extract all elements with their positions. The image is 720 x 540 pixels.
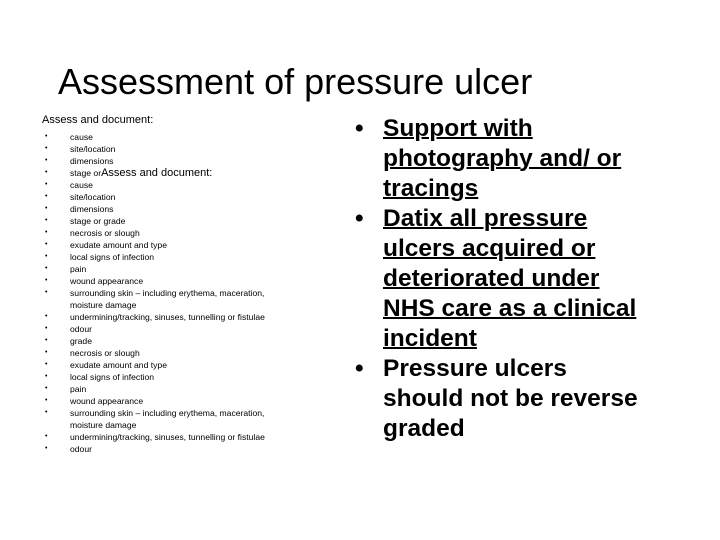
- key-point-datix: [353, 204, 653, 354]
- bullet-icon: •: [45, 169, 48, 176]
- bullet-icon: •: [45, 313, 48, 320]
- list-item: • necrosis or slough: [45, 348, 140, 358]
- bullet-icon: •: [45, 445, 48, 452]
- bullet-icon: •: [45, 373, 48, 380]
- key-points-list: [353, 114, 653, 444]
- list-item: • exudate amount and type: [45, 240, 167, 250]
- key-point-text: Support with photography and/ or tracings: [383, 115, 622, 202]
- list-item: • dimensions: [45, 156, 114, 166]
- list-item: • stage or grade: [45, 216, 126, 226]
- bullet-icon: •: [45, 133, 48, 140]
- bullet-icon: •: [45, 229, 48, 236]
- bullet-icon: •: [45, 277, 48, 284]
- list-item: • undermining/tracking, sinuses, tunnelling or fistulae: [45, 312, 265, 322]
- right-column: [353, 114, 653, 444]
- bullet-icon: •: [45, 337, 48, 344]
- list-item: • local signs of infection: [45, 372, 155, 382]
- key-point-text: Datix all pressure ulcers acquired or deteriorated under NHS care as a clinical incident: [383, 205, 637, 352]
- bullet-icon: •: [45, 433, 48, 440]
- bullet-icon: •: [45, 253, 48, 260]
- list-item: • pain: [45, 264, 87, 274]
- list-item: • wound appearance: [45, 276, 144, 286]
- bullet-icon: •: [45, 265, 48, 272]
- bullet-icon: •: [45, 397, 48, 404]
- bullet-icon: •: [45, 325, 48, 332]
- bullet-icon: •: [45, 385, 48, 392]
- assessment-list: [42, 131, 307, 455]
- bullet-icon: •: [45, 145, 48, 152]
- inline-heading: Assess and document:: [101, 167, 213, 179]
- list-item: • cause: [45, 132, 93, 142]
- list-item: • odour: [45, 444, 92, 454]
- slide-title: Assessment of pressure ulcer: [58, 61, 533, 102]
- bullet-icon: •: [45, 205, 48, 212]
- bullet-icon: •: [45, 193, 48, 200]
- list-item: • wound appearance: [45, 396, 144, 406]
- list-item: • surrounding skin – including erythema, maceration, moisture damage: [45, 288, 265, 310]
- bullet-icon: •: [45, 181, 48, 188]
- left-column: [42, 113, 307, 455]
- list-item: • stage orAssess and document:: [45, 167, 213, 179]
- list-item: • site/location: [45, 192, 116, 202]
- key-point-grading: [353, 354, 653, 444]
- list-item: • site/location: [45, 144, 116, 154]
- key-point-text: Pressure ulcers should not be reverse graded: [383, 355, 638, 442]
- bullet-icon: •: [355, 355, 364, 382]
- bullet-icon: •: [45, 409, 48, 416]
- list-item: • cause: [45, 180, 93, 190]
- bullet-icon: •: [45, 289, 48, 296]
- bullet-icon: •: [355, 115, 364, 142]
- bullet-icon: •: [45, 361, 48, 368]
- list-item: • undermining/tracking, sinuses, tunnelling or fistulae: [45, 432, 265, 442]
- bullet-icon: •: [45, 157, 48, 164]
- bullet-icon: •: [45, 217, 48, 224]
- list-item: • dimensions: [45, 204, 114, 214]
- list-item: • grade: [45, 336, 92, 346]
- bullet-icon: •: [355, 205, 364, 232]
- list-item: • pain: [45, 384, 87, 394]
- bullet-icon: •: [45, 349, 48, 356]
- list-item: • surrounding skin – including erythema, maceration, moisture damage: [45, 408, 265, 430]
- key-point-photography: [353, 114, 653, 204]
- list-item: • exudate amount and type: [45, 360, 167, 370]
- list-item: • local signs of infection: [45, 252, 155, 262]
- list-item: • odour: [45, 324, 92, 334]
- list-item: • necrosis or slough: [45, 228, 140, 238]
- bullet-icon: •: [45, 241, 48, 248]
- left-heading: Assess and document:: [42, 114, 154, 126]
